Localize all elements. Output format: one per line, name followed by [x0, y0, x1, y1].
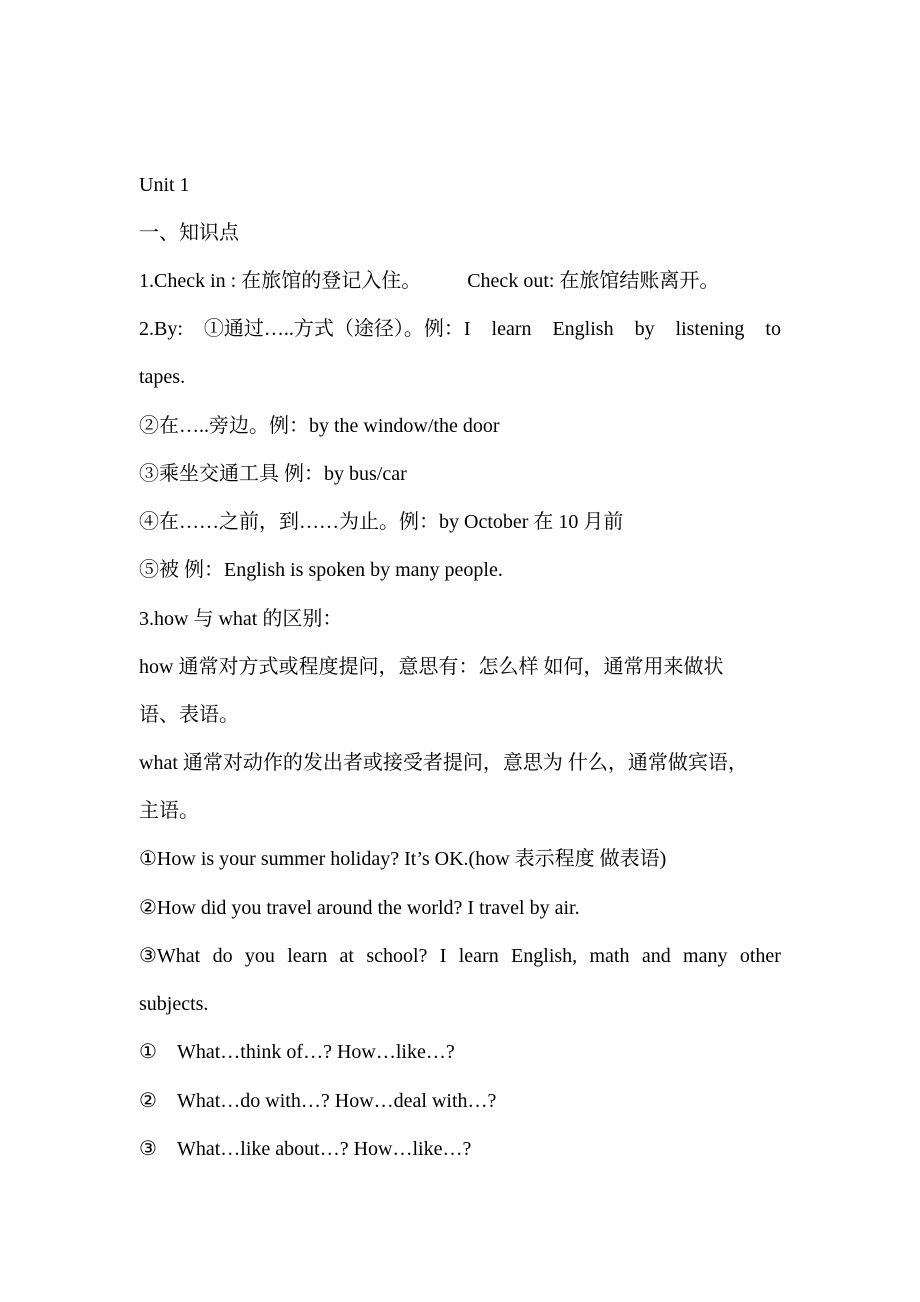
item2-sub5: ⑤被 例：English is spoken by many people. — [139, 559, 503, 581]
example-3-word: math — [589, 945, 630, 967]
item2-word: 2.By: — [139, 318, 183, 340]
item2-word: listening — [675, 318, 745, 340]
item2-word: English — [552, 318, 614, 340]
example-3-word: I — [439, 945, 447, 967]
pair-marker: ③ — [139, 1138, 157, 1160]
section-heading: 一、知识点 — [139, 222, 239, 244]
how-explanation-line2: 语、表语。 — [139, 704, 239, 726]
example-2: ②How did you travel around the world? I travel by air. — [139, 897, 580, 919]
pair-text: What…like about…? How…like…? — [177, 1138, 472, 1160]
example-3-word: many — [683, 945, 728, 967]
example-3-word: ③What — [139, 945, 201, 967]
example-3-line-a — [139, 944, 781, 968]
check-out-text: Check out: 在旅馆结账离开。 — [467, 270, 720, 292]
example-3-word: learn — [287, 945, 328, 967]
example-3-word: learn — [458, 945, 499, 967]
pair-text: What…think of…? How…like…? — [177, 1041, 455, 1063]
example-1: ①How is your summer holiday? It’s OK.(how 表示程度 做表语) — [139, 848, 667, 870]
what-explanation-line1: what 通常对动作的发出者或接受者提问，意思为 什么，通常做宾语， — [139, 752, 748, 774]
unit-title: Unit 1 — [139, 174, 190, 196]
item1-line — [139, 269, 719, 293]
how-explanation-line1: how 通常对方式或程度提问，意思有：怎么样 如何，通常用来做状 — [139, 656, 724, 678]
example-3-word: other — [739, 945, 781, 967]
example-3-word: you — [244, 945, 275, 967]
example-3-line-b: subjects. — [139, 993, 209, 1015]
item2-word: to — [765, 318, 781, 340]
example-3-word: English, — [511, 945, 578, 967]
pair-item-2 — [139, 1089, 496, 1113]
item2-sub2: ②在…..旁边。例：by the window/the door — [139, 415, 500, 437]
example-3-word: school? — [366, 945, 428, 967]
what-explanation-line2: 主语。 — [139, 800, 199, 822]
pair-marker: ① — [139, 1041, 157, 1063]
pair-item-3 — [139, 1137, 471, 1161]
item2-word: ①通过…..方式（途径）。例：I — [203, 318, 471, 340]
example-3-word: at — [339, 945, 354, 967]
item2-word: learn — [491, 318, 532, 340]
item2-line-b: tapes. — [139, 366, 186, 388]
pair-item-1 — [139, 1040, 455, 1064]
pair-marker: ② — [139, 1090, 157, 1112]
item2-sub3: ③乘坐交通工具 例：by bus/car — [139, 463, 407, 485]
item2-line-a — [139, 317, 781, 341]
check-in-text: 1.Check in : 在旅馆的登记入住。 — [139, 270, 422, 292]
item3-heading: 3.how 与 what 的区别： — [139, 608, 343, 630]
example-3-word: and — [641, 945, 671, 967]
example-3-word: do — [212, 945, 233, 967]
item2-word: by — [634, 318, 655, 340]
pair-text: What…do with…? How…deal with…? — [177, 1090, 497, 1112]
item2-sub4: ④在……之前，到……为止。例：by October 在 10 月前 — [139, 511, 624, 533]
